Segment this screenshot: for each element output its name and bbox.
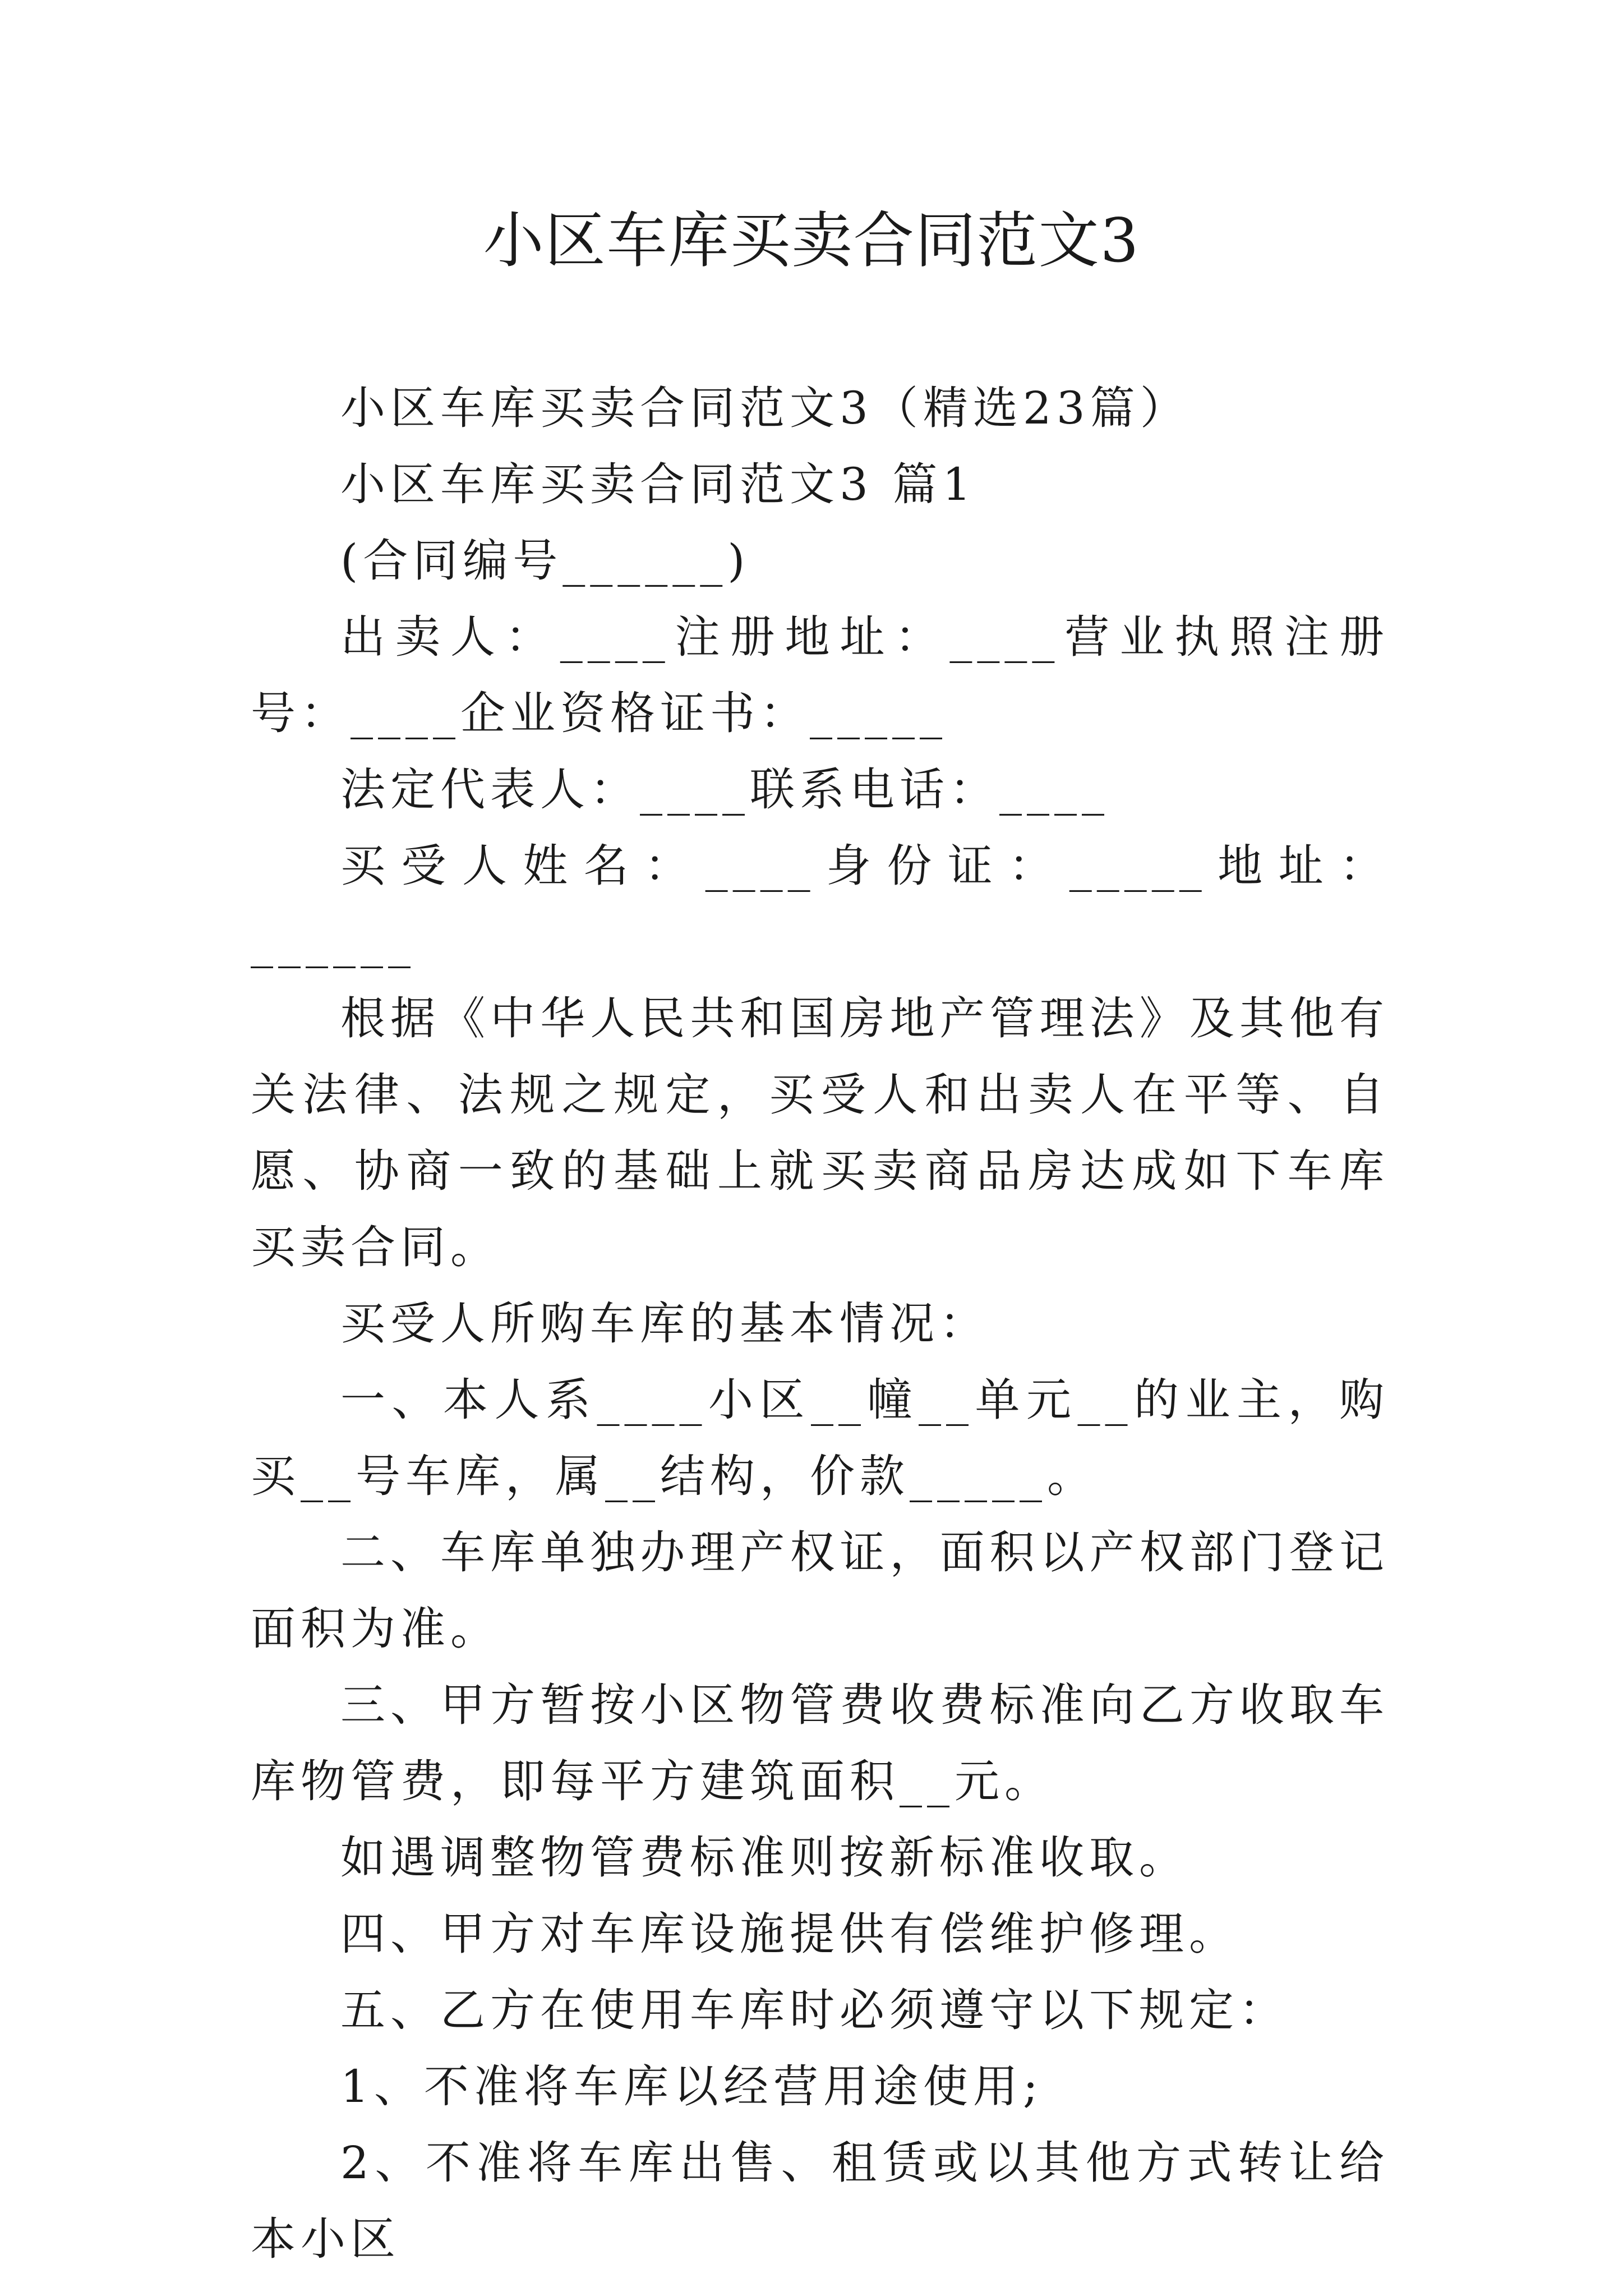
paragraph-clause-2: 二、车库单独办理产权证，面积以产权部门登记面积为准。 bbox=[251, 1526, 1389, 1655]
paragraph-basic-situation: 买受人所购车库的基本情况： bbox=[340, 1297, 989, 1350]
paragraph-clause-5: 五、乙方在使用车库时必须遵守以下规定： bbox=[340, 1984, 1289, 2036]
document-body bbox=[251, 370, 1389, 2277]
paragraph-fee-adjustment: 如遇调整物管费标准则按新标准收取。 bbox=[340, 1832, 1189, 1884]
paragraph-rule-2: 2、不准将车库出售、租赁或以其他方式转让给本小区 bbox=[251, 2137, 1389, 2265]
paragraph-section-heading: 小区车库买卖合同范文3 篇1 bbox=[340, 458, 976, 510]
document-title: 小区车库买卖合同范文3 bbox=[483, 206, 1140, 276]
paragraph-contract-number: (合同编号______) bbox=[340, 535, 750, 587]
paragraph-clause-3: 三、甲方暂按小区物管费收费标准向乙方收取车库物管费，即每平方建筑面积__元。 bbox=[251, 1679, 1389, 1807]
paragraph-rule-1: 1、不准将车库以经营用途使用; bbox=[340, 2060, 1043, 2113]
paragraph-legal-representative: 法定代表人：____联系电话：____ bbox=[340, 763, 1109, 816]
paragraph-clause-1: 一、本人系____小区__幢__单元__的业主，购买__号车库，属__结构，价款_____。 bbox=[251, 1374, 1389, 1502]
paragraph-clause-4: 四、甲方对车库设施提供有偿维护修理。 bbox=[340, 1908, 1239, 1960]
paragraph-subtitle: 小区车库买卖合同范文3（精选23篇） bbox=[340, 382, 1190, 434]
paragraph-legal-basis: 根据《中华人民共和国房地产管理法》及其他有关法律、法规之规定，买受人和出卖人在平等、自愿、协商一致的基础上就买卖商品房达成如下车库买卖合同。 bbox=[251, 992, 1389, 1273]
paragraph-seller-info: 出卖人：____注册地址：____营业执照注册号：____企业资格证书：_____ bbox=[251, 611, 1389, 739]
paragraph-buyer-info: 买受人姓名：____身份证：_____地址：______ bbox=[251, 840, 1389, 968]
